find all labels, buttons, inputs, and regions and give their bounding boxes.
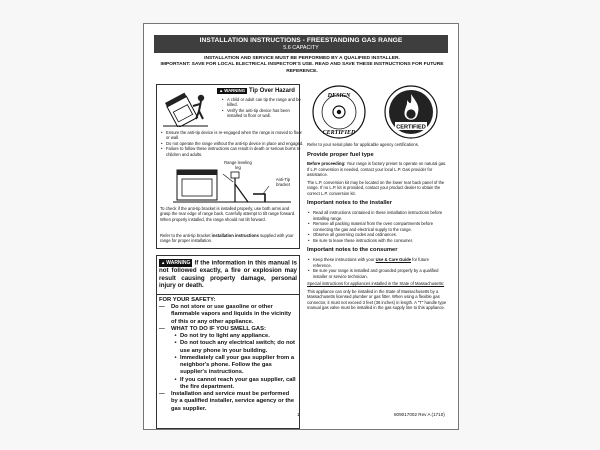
consumer-notes [307, 257, 448, 279]
page-title: INSTALLATION INSTRUCTIONS - FREESTANDING GAS RANGE [199, 37, 403, 44]
refer-text-bold: installation instructions [211, 233, 259, 238]
safety-subitem: • Do not try to light any appliance. [174, 333, 270, 340]
safety-section [159, 297, 297, 413]
list-item: • Be sure your range is installed and grounded properly by a qualified installer or service technician. [313, 268, 448, 279]
document-number: 809017002 Rev A (1710) [394, 412, 445, 417]
warning-label-text: WARNING [166, 260, 191, 266]
massachusetts-text: This appliance can only be installed in the State of Massachusetts by a Massachusetts licensed plumber or gas fitter. When using a flexible gas connector, it must not exceed 3 feet (36 inches) in length. A "T" handle type manual gas valve must be installed in the gas supply line to this appliance. [307, 288, 447, 311]
design-certified-text: CERTIFIED [322, 130, 356, 136]
intro-line-1: INSTALLATION AND SERVICE MUST BE PERFORMED BY A QUALIFIED INSTALLER. [204, 56, 400, 61]
warning-statement-text: If the information in this manual is not followed exactly, a fire or explosion may result causing property damage, personal injury or death. [159, 259, 297, 290]
certified-flame-seal [383, 84, 439, 140]
safety-item-text: Installation and service must be performed by a qualified installer, service agency or the gas supplier. [171, 391, 295, 412]
tip-heading [217, 88, 295, 95]
list-item: • Verify the anti-tip device has been installed to floor or wall. [227, 108, 303, 119]
safety-subitem-text: Do not touch any electrical switch; do not use any phone in your building. [180, 340, 295, 354]
use-care-guide-ref: Use & Care Guide [375, 257, 411, 263]
right-column [307, 84, 448, 313]
massachusetts-heading: Special instructions for appliances installed in the State of Massachusetts: [307, 281, 445, 287]
list-item [313, 257, 448, 268]
divider [157, 294, 299, 295]
intro-notice [156, 56, 448, 75]
safety-item: — Installation and service must be performed by a qualified installer, service agency or the gas supplier. [159, 391, 297, 413]
refer-text-start: Refer to the anti-tip bracket [160, 233, 212, 238]
list-item: • A child or adult can tip the range and be killed. [227, 97, 303, 108]
right-text [307, 142, 448, 311]
consumer-text-end: for future reference. [313, 257, 429, 268]
list-item: • Do not operate the range without the anti-tip device in place and engaged. [166, 141, 304, 146]
fuel-bold: Before proceeding: [307, 161, 346, 167]
certified-text: CERTIFIED [396, 124, 426, 131]
fuel-paragraph-2: The L.P. conversion kit may be located on the lower rear back panel of the range. If no L.P. kit is provided, contact your product dealer to obtain the correct L.P. conversion kit. [307, 179, 445, 196]
list-item: • Remove all packing material from the oven compartments before connecting the gas and electrical supply to the range. [313, 221, 448, 232]
safety-subitem-text: If you cannot reach your gas supplier, call the fire department. [180, 376, 296, 390]
warning-triangle-icon: ▲ [161, 260, 166, 265]
safety-item-text: Do not store or use gasoline or other flammable vapors and liquids in the vicinity of this or any other appliance. [171, 304, 292, 325]
design-certified-seal [311, 84, 367, 140]
list-item: • Ensure the anti-tip device is re-engaged when the range is moved to floor or wall. [166, 130, 304, 141]
safety-item-text: WHAT TO DO IF YOU SMELL GAS: [171, 325, 266, 332]
tip-heading-text: Tip Over Hazard [249, 88, 295, 94]
warning-label-text: WARNING [224, 88, 246, 93]
title-banner [154, 35, 448, 53]
consumer-text: Keep these instructions with your [313, 257, 376, 263]
warning-label [217, 88, 247, 94]
list-item: • Observe all governing codes and ordinances. [313, 232, 448, 238]
list-item: • Read all instructions contained in these installation instructions before installing range. [313, 210, 448, 221]
tip-refer-text [160, 233, 298, 244]
left-column [156, 84, 304, 429]
instruction-page [143, 23, 459, 430]
safety-item: — Do not store or use gasoline or other flammable vapors and liquids in the vicinity of this or any other appliance. [159, 304, 297, 326]
certification-logos [307, 84, 448, 142]
tip-check-text: To check if the anti-tip bracket is installed properly, use both arms and grasp the rear edge of range back. Carefully attempt to tilt range forward. When properly installed, the range should not tilt forward. [160, 206, 296, 222]
consumer-heading: Important notes to the consumer [307, 247, 398, 254]
safety-item: — WHAT TO DO IF YOU SMELL GAS: [159, 325, 266, 332]
fuel-text: Your range is factory preset to operate on natural gas. If L.P. conversion is needed, contact your local L.P. Gas provider for assistance. [307, 161, 447, 178]
safety-subitem: • Immediately call your gas supplier from a neighbor's phone. Follow the gas supplier's instructions. [159, 355, 297, 377]
safety-subitem: • Do not touch any electrical switch; do not use any phone in your building. [159, 340, 297, 354]
list-item: • Failure to follow these instructions can result in death or serious burns to children and adults. [166, 146, 304, 157]
list-item: • Be sure to leave these instructions with the consumer. [313, 238, 448, 244]
warning-triangle-icon: ▲ [219, 88, 224, 93]
warning-label [159, 259, 192, 267]
serial-note: Refer to your serial plate for applicable agency certifications. [307, 142, 419, 147]
installer-heading: Important notes to the installer [307, 200, 393, 207]
page-number: 1 [297, 412, 300, 417]
tipping-range-illustration [161, 89, 209, 127]
safety-subitem: • If you cannot reach your gas supplier, call the fire department. [174, 376, 296, 390]
anti-tip-bracket-label: Anti-Tip bracket [275, 177, 291, 187]
fuel-paragraph [307, 161, 448, 178]
design-text: DESIGN [327, 93, 351, 99]
safety-subitem-text: Do not try to light any appliance. [180, 333, 270, 340]
range-leveling-leg-label: Range leveling leg [224, 160, 252, 170]
installer-notes [307, 210, 448, 243]
page-subtitle: 5.6 CAPACITY [283, 44, 319, 51]
tip-over-hazard-box [156, 84, 304, 249]
tip-bullets-bottom [159, 130, 304, 157]
intro-line-2: IMPORTANT: SAVE FOR LOCAL ELECTRICAL INSPECTOR'S USE. READ AND SAVE THESE INSTRUCTIONS FOR FUTURE REFERENCE. [160, 62, 444, 74]
tip-bullets-top [221, 97, 303, 119]
fuel-heading: Provide proper fuel type [307, 151, 374, 158]
gas-warning-box [156, 255, 300, 429]
refer-text-end: supplied with your range for proper installation. [160, 233, 294, 244]
safety-heading: FOR YOUR SAFETY: [159, 297, 216, 303]
warning-statement [159, 259, 297, 290]
safety-subitem-text: Immediately call your gas supplier from a neighbor's phone. Follow the gas supplier's instructions. [180, 354, 295, 376]
